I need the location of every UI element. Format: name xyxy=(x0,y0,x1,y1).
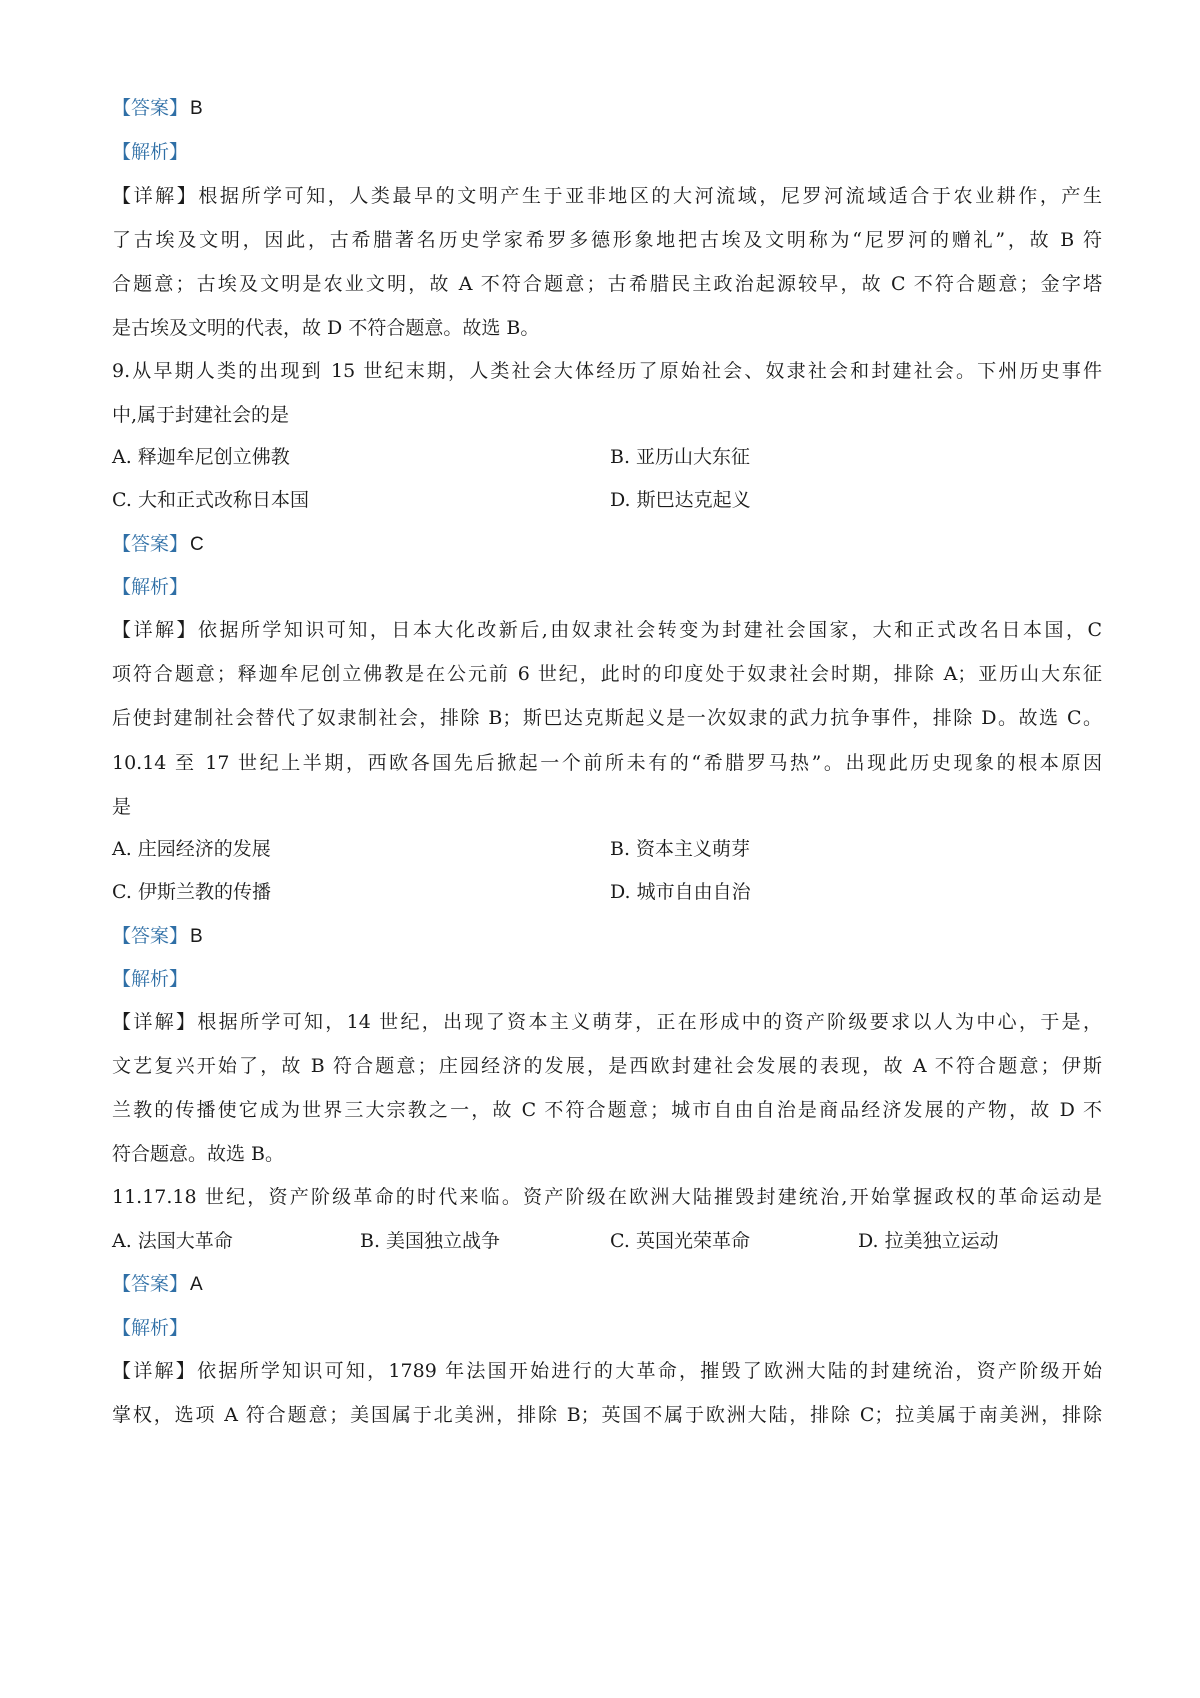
question-stem: 11.17.18 世纪，资产阶级革命的时代来临。资产阶级在欧洲大陆摧毁封建统治,开始掌握政权的革命运动是 xyxy=(112,1186,1102,1208)
analysis-label: 【解析】 xyxy=(112,576,189,598)
analysis-label: 【解析】 xyxy=(112,1317,189,1339)
detail-line: 项符合题意；释迦牟尼创立佛教是在公元前 6 世纪，此时的印度处于奴隶社会时期，排除 A；亚历山大东征 xyxy=(112,663,1102,685)
detail-line: 是古埃及文明的代表，故 D 不符合题意。故选 B。 xyxy=(112,317,540,339)
option-b: B. 美国独立战争 xyxy=(360,1230,501,1252)
option-b: B. 资本主义萌芽 xyxy=(610,838,751,860)
answer-value: B xyxy=(190,926,203,947)
detail-line: 【详解】依据所学知识可知，日本大化改新后,由奴隶社会转变为封建社会国家，大和正式改名日本国，C xyxy=(112,619,1102,641)
detail-line: 掌权，选项 A 符合题意；美国属于北美洲，排除 B；英国不属于欧洲大陆，排除 C；拉美属于南美洲，排除 xyxy=(112,1404,1102,1426)
question-stem: 9.从早期人类的出现到 15 世纪末期，人类社会大体经历了原始社会、奴隶社会和封建社会。下州历史事件 xyxy=(112,360,1102,382)
option-a: A. 庄园经济的发展 xyxy=(112,838,271,860)
detail-line: 兰教的传播使它成为世界三大宗教之一，故 C 不符合题意；城市自由自治是商品经济发展的产物，故 D 不 xyxy=(112,1099,1102,1121)
detail-label: 【详解】 xyxy=(112,619,198,641)
option-a: A. 释迦牟尼创立佛教 xyxy=(112,446,290,468)
detail-label: 【详解】 xyxy=(112,1011,198,1033)
detail-line: 【详解】根据所学可知，人类最早的文明产生于亚非地区的大河流域，尼罗河流域适合于农业耕作，产生 xyxy=(112,185,1102,207)
option-c: C. 大和正式改称日本国 xyxy=(112,489,309,511)
option-c: C. 英国光荣革命 xyxy=(610,1230,750,1252)
question-stem: 中,属于封建社会的是 xyxy=(112,404,290,426)
option-d: D. 拉美独立运动 xyxy=(858,1230,999,1252)
answer-value: B xyxy=(190,98,203,119)
detail-line: 文艺复兴开始了，故 B 符合题意；庄园经济的发展，是西欧封建社会发展的表现，故 A 不符合题意；伊斯 xyxy=(112,1055,1102,1077)
detail-line: 后使封建制社会替代了奴隶制社会，排除 B；斯巴达克斯起义是一次奴隶的武力抗争事件，排除 D。故选 C。 xyxy=(112,707,1102,729)
option-d: D. 斯巴达克起义 xyxy=(610,489,751,511)
question-stem: 10.14 至 17 世纪上半期，西欧各国先后掀起一个前所未有的“希腊罗马热”。出现此历史现象的根本原因 xyxy=(112,752,1102,774)
detail-label: 【详解】 xyxy=(112,185,199,207)
detail-line: 【详解】依据所学知识可知，1789 年法国开始进行的大革命，摧毁了欧洲大陆的封建统治，资产阶级开始 xyxy=(112,1360,1102,1382)
answer-value: A xyxy=(190,1274,203,1295)
option-b: B. 亚历山大东征 xyxy=(610,446,751,468)
answer-line: 【答案】 C xyxy=(112,533,204,555)
detail-line: 了古埃及文明，因此，古希腊著名历史学家希罗多德形象地把古埃及文明称为“尼罗河的赠礼”，故 B 符 xyxy=(112,229,1102,251)
analysis-label: 【解析】 xyxy=(112,968,189,990)
analysis-label: 【解析】 xyxy=(112,141,189,163)
answer-line: 【答案】 B xyxy=(112,97,203,119)
answer-value: C xyxy=(190,534,204,555)
answer-line: 【答案】 B xyxy=(112,925,203,947)
option-c: C. 伊斯兰教的传播 xyxy=(112,881,271,903)
answer-line: 【答案】 A xyxy=(112,1273,203,1295)
detail-line: 符合题意。故选 B。 xyxy=(112,1143,285,1165)
option-a: A. 法国大革命 xyxy=(112,1230,233,1252)
question-stem: 是 xyxy=(112,796,132,818)
detail-label: 【详解】 xyxy=(112,1360,198,1382)
detail-line: 【详解】根据所学可知，14 世纪，出现了资本主义萌芽，正在形成中的资产阶级要求以人为中心，于是， xyxy=(112,1011,1102,1033)
detail-line: 合题意；古埃及文明是农业文明，故 A 不符合题意；古希腊民主政治起源较早，故 C 不符合题意；金字塔 xyxy=(112,273,1102,295)
option-d: D. 城市自由自治 xyxy=(610,881,751,903)
